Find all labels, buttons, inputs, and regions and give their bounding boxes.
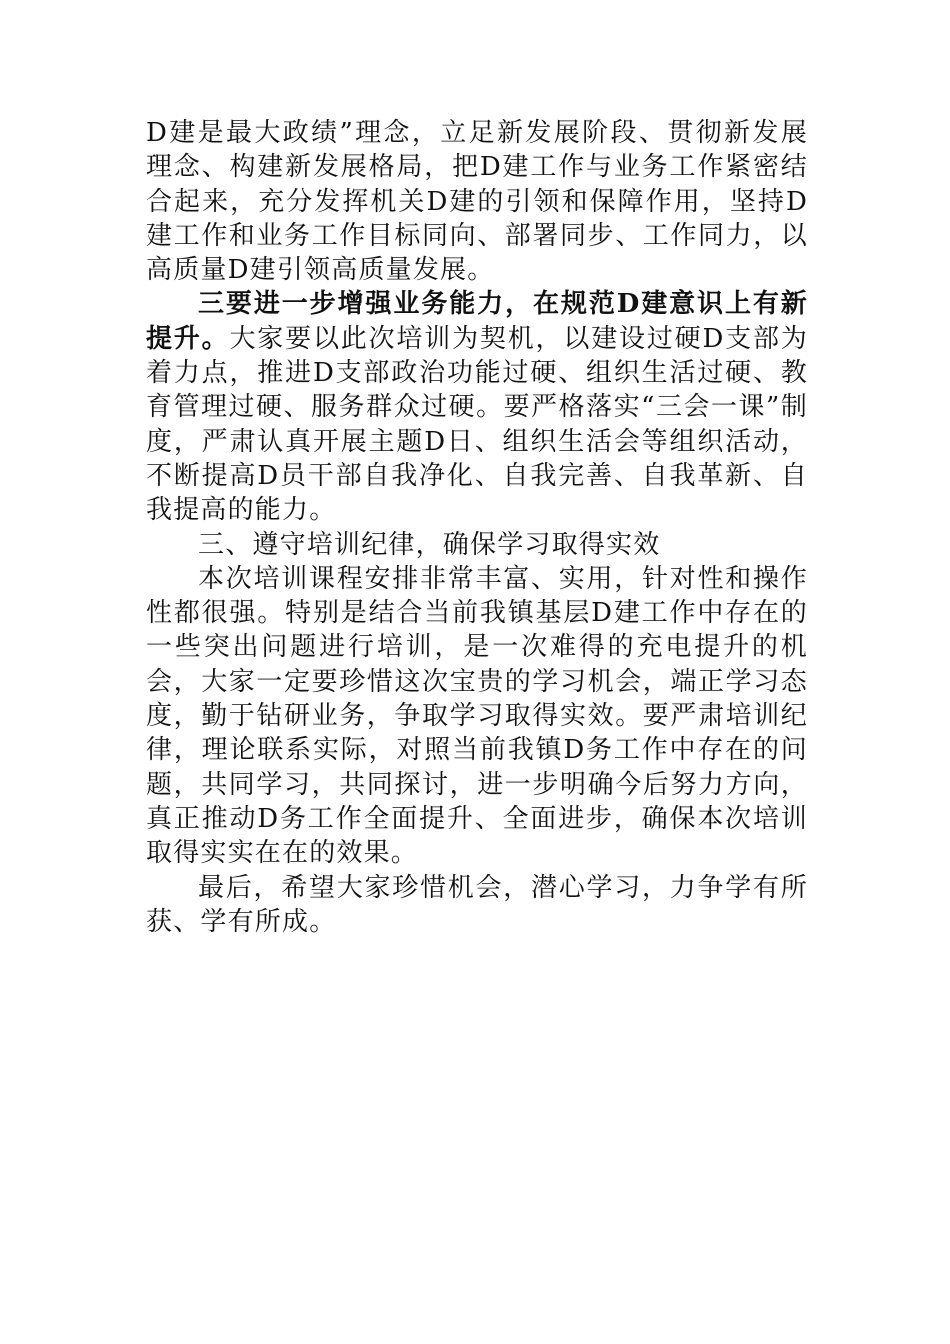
paragraph-text: 大家要以此次培训为契机，以建设过硬D支部为着力点，推进D支部政治功能过硬、组织生活过硬、教育管理过硬、服务群众过硬。要严格落实“三会一课”制度，严肃认真开展主题D日、组织生活会等组织活动，不断提高D员干部自我净化、自我完善、自我革新、自我提高的能力。 bbox=[146, 323, 809, 526]
paragraph-text: 最后，希望大家珍惜机会，潜心学习，力争学有所获、学有所成。 bbox=[146, 872, 808, 937]
paragraph-party-building-concept bbox=[146, 116, 808, 287]
document-body bbox=[146, 116, 808, 939]
paragraph-text: 本次培训课程安排非常丰富、实用，针对性和操作性都很强。特别是结合当前我镇基层D建工作中存在的一些突出问题进行培训，是一次难得的充电提升的机会，大家一定要珍惜这次宝贵的学习机会，端正学习态度，勤于钻研业务，争取学习取得实效。要严肃培训纪律，理论联系实际，对照当前我镇D务工作中存在的问题，共同学习，共同探讨，进一步明确今后努力方向，真正推动D务工作全面提升、全面进步，确保本次培训取得实实在在的效果。 bbox=[146, 563, 808, 869]
paragraph-text: D建是最大政绩”理念，立足新发展阶段、贯彻新发展理念、构建新发展格局，把D建工作与业务工作紧密结合起来，充分发挥机关D建的引领和保障作用，坚持D建工作和业务工作目标同向、部署同步、工作同力，以高质量D建引领高质量发展。 bbox=[146, 118, 808, 286]
section-heading-discipline bbox=[146, 528, 808, 562]
paragraph-business-ability bbox=[146, 287, 808, 527]
section-heading-text: 三、遵守培训纪律，确保学习取得实效 bbox=[198, 529, 661, 560]
paragraph-bold-lead: 三要进一步增强业务能力，在规范D建意识上有新提升。 bbox=[146, 289, 808, 354]
paragraph-closing bbox=[146, 871, 808, 940]
paragraph-training-course bbox=[146, 562, 808, 871]
